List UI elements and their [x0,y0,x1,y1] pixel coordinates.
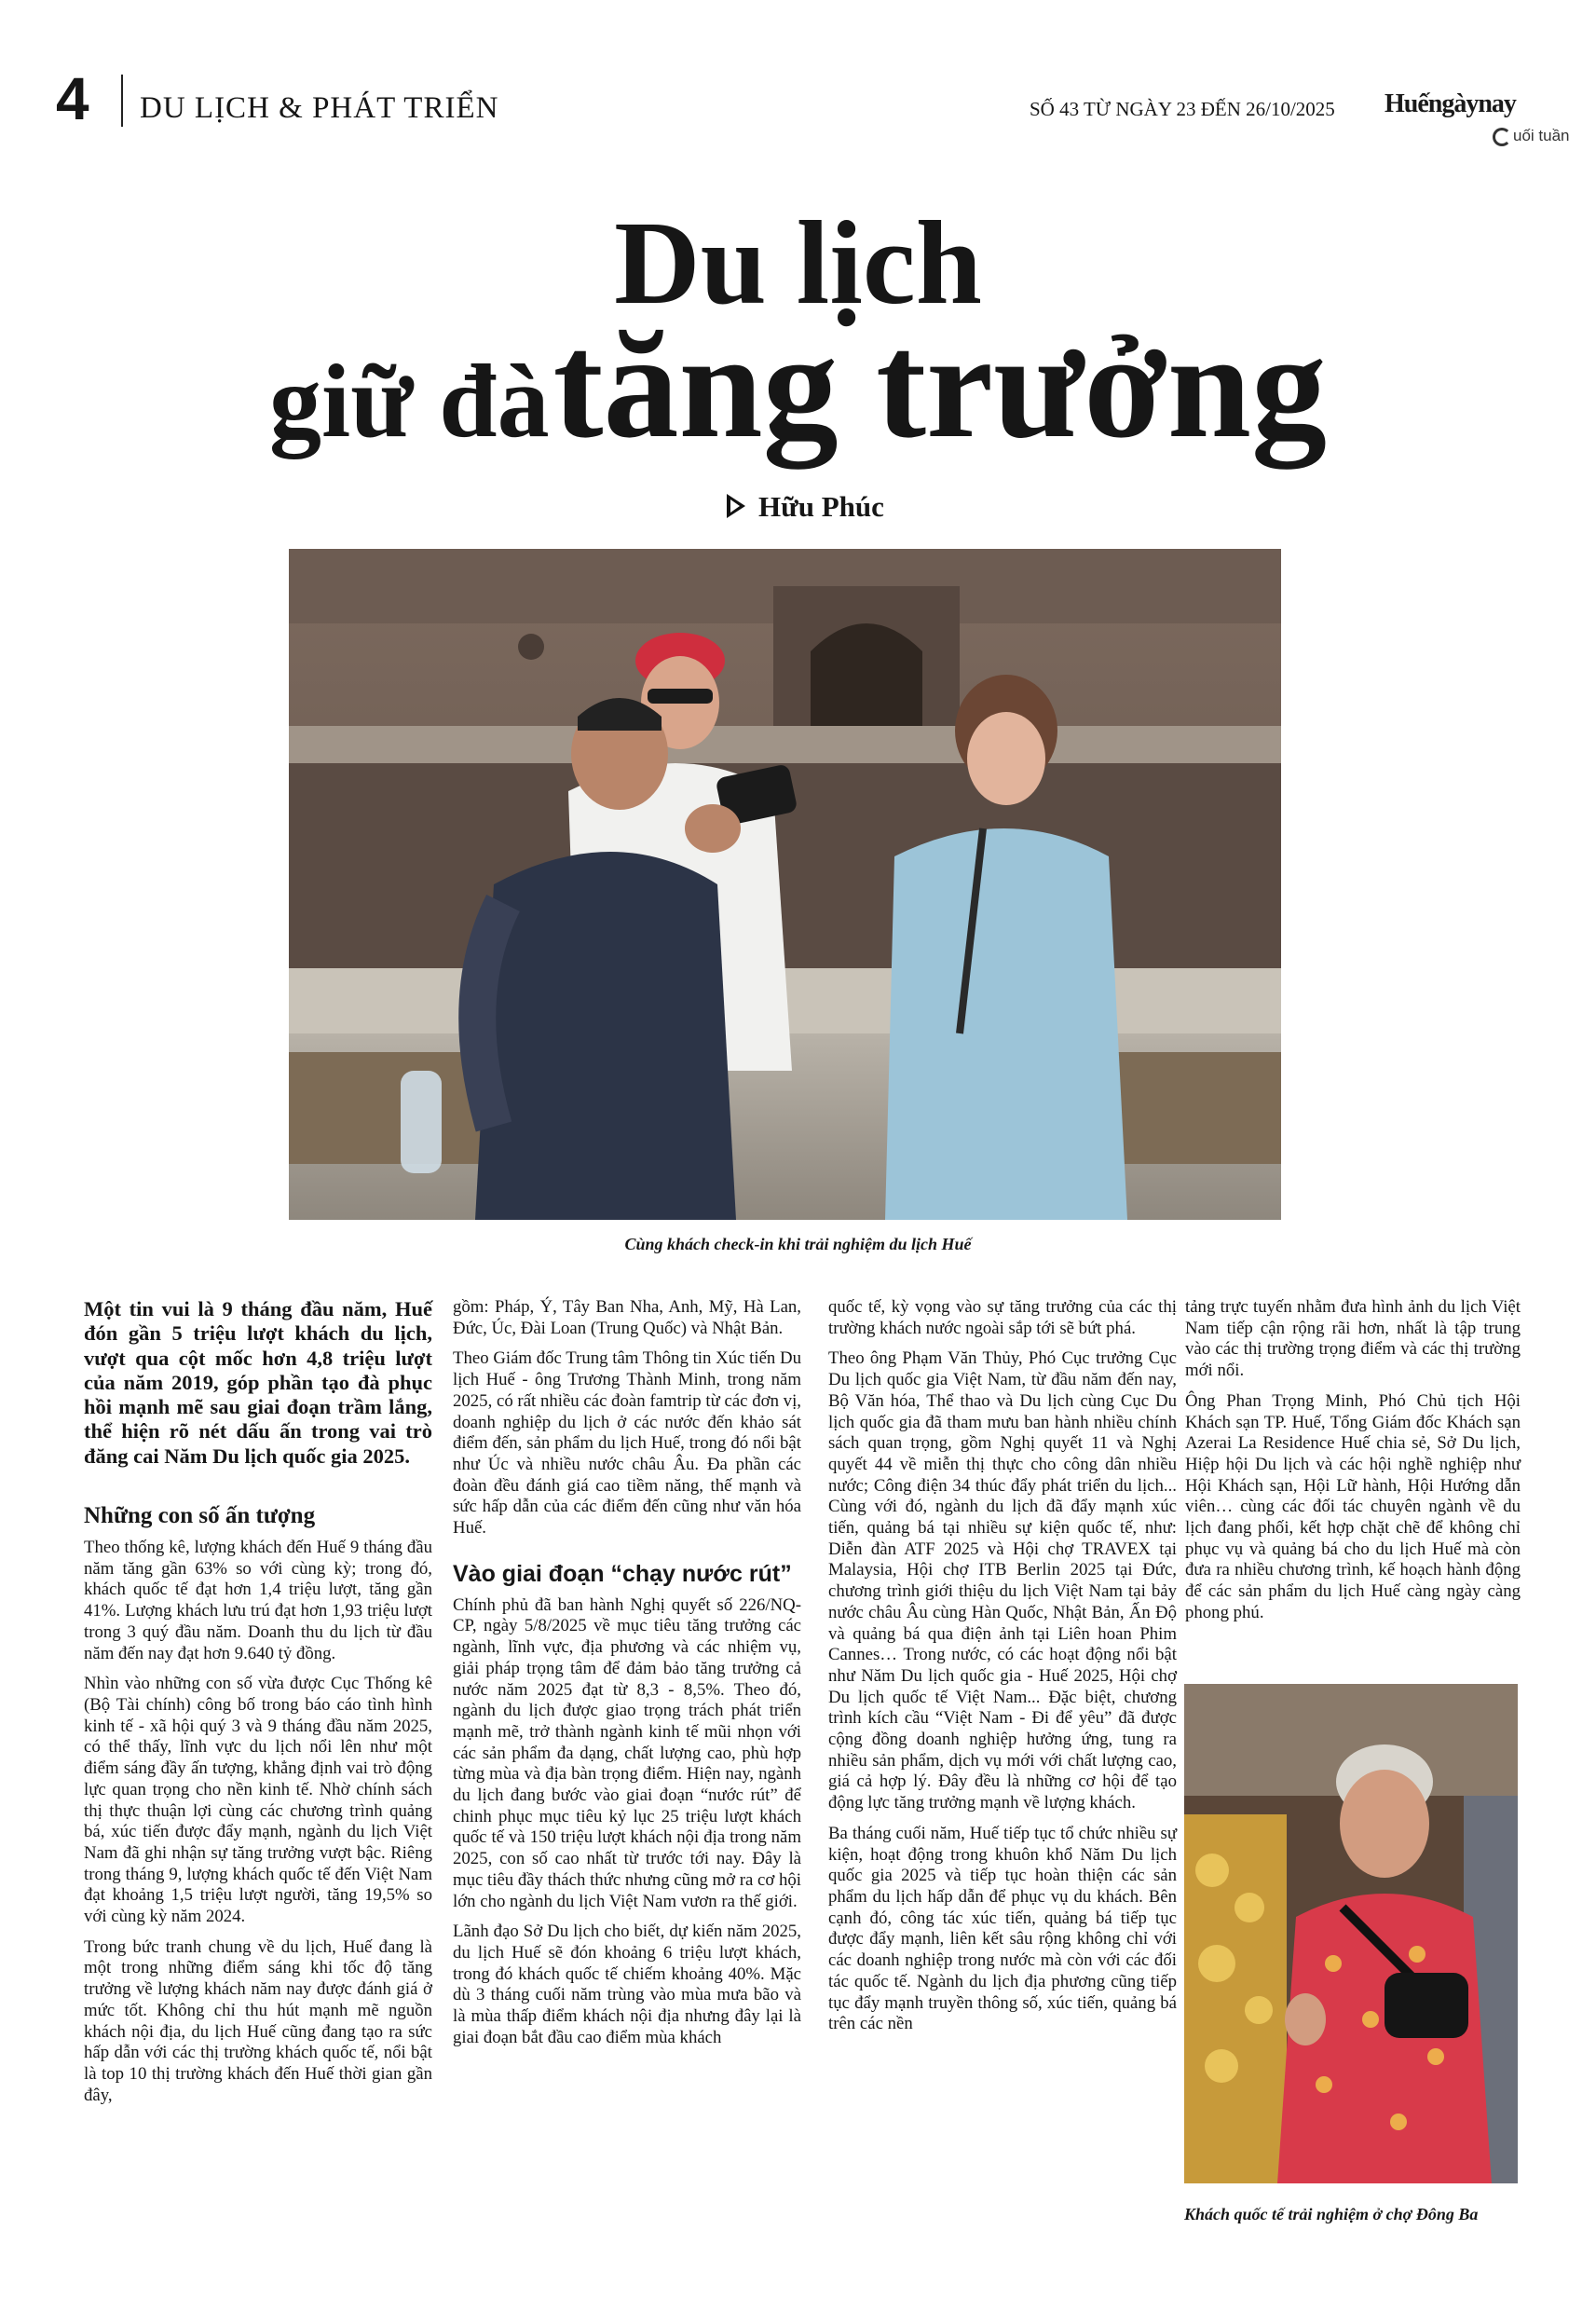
paragraph-11: tảng trực tuyến nhằm đưa hình ảnh du lịch Việt Nam tiếp cận rộng rãi hơn, nhất là tập trung vào các thị trường trọng điểm và các thị trường mới nổi. [1185,1297,1521,1381]
side-photo-illustration [1184,1684,1518,2183]
article-column-4 [1185,1297,1521,1634]
article-lead: Một tin vui là 9 tháng đầu năm, Huế đón gần 5 triệu lượt khách du lịch, vượt qua cột mốc hơn 4,8 triệu lượt của năm 2019, góp phần tạo đà phục hồi mạnh mẽ sau giai đoạn trầm lắng, thể hiện rõ nét dấu ấn trong vai trò đăng cai Năm Du lịch quốc gia 2025. [84,1297,432,1468]
main-photo-caption: Cùng khách check-in khi trải nghiệm du lịch Huế [624,1235,972,1253]
headline-line-2-big: tăng trưởng [552,303,1328,470]
circle-c-logo-icon [1493,128,1511,146]
headline-line-2 [0,303,1596,512]
author-name: Hữu Phúc [758,490,884,523]
page-number: 4 [56,65,89,132]
side-photo [1184,1684,1518,2183]
paragraph-5: Theo Giám đốc Trung tâm Thông tin Xúc tiến Du lịch Huế - ông Trương Thành Minh, trong năm 2025, có rất nhiều các đoàn famtrip từ các đơn vị, doanh nghiệp du lịch ở các nước đến khảo sát điểm đến, sản phẩm du lịch Huế, trong đó nổi bật như Úc và nhiều nước châu Âu. Đa phần các đoàn đều đánh giá cao tiềm năng, thế mạnh và sức hấp dẫn của các điểm đến cũng như văn hóa Huế. [453,1348,801,1539]
section-title: DU LỊCH & PHÁT TRIỂN [140,91,499,125]
side-photo-caption: Khách quốc tế trải nghiệm ở chợ Đông Ba [1184,2205,1479,2223]
article-column-1 [84,1297,432,2115]
subheading-1: Những con số ấn tượng [84,1503,316,1529]
paragraph-2: Nhìn vào những con số vừa được Cục Thống kê (Bộ Tài chính) công bố trong báo cáo tình hình kinh tế - xã hội quý 3 và 9 tháng đầu năm 2025, có thể thấy, lĩnh vực du lịch nổi lên như một điểm sáng đầy ấn tượng, khẳng định vai trò động lực quan trọng cho nền kinh tế. Nhờ chính sách thị thực thuận lợi cùng các chương trình quảng bá, xúc tiến được đẩy mạnh, ngành du lịch Việt Nam đã ghi nhận sự tăng trưởng vượt bậc. Riêng trong tháng 9, lượng khách quốc tế đến Việt Nam đạt khoảng 1,5 triệu lượt người, tăng 19,5% so với cùng kỳ năm 2024. [84,1674,432,1927]
brand-name: Huếngàynay [1385,89,1516,118]
paragraph-7: Lãnh đạo Sở Du lịch cho biết, dự kiến năm 2025, du lịch Huế sẽ đón khoảng 6 triệu lượt khách, trong đó khách quốc tế chiếm khoảng 40%. Mặc dù 3 tháng cuối năm trùng vào mùa mưa bão và là mùa thấp điểm khách nội địa nhưng đây lại là giai đoạn bắt đầu cao điểm mùa khách [453,1922,801,2047]
paragraph-1: Theo thống kê, lượng khách đến Huế 9 tháng đầu năm tăng gần 63% so với cùng kỳ; trong đó, khách quốc tế đạt hơn 1,4 triệu lượt, tăng gần 41%. Lượng khách lưu trú đạt hơn 1,93 triệu lượt trong 3 quý đầu năm. Doanh thu du lịch từ đầu năm đến nay đạt hơn 9.640 tỷ đồng. [84,1538,432,1663]
paragraph-4: gồm: Pháp, Ý, Tây Ban Nha, Anh, Mỹ, Hà Lan, Đức, Úc, Đài Loan (Trung Quốc) và Nhật Bản. [453,1297,801,1338]
issue-info: SỐ 43 TỪ NGÀY 23 ĐẾN 26/10/2025 [1030,98,1335,120]
newspaper-brand-logo [1385,89,1570,155]
headline-line-1: Du lịch [614,197,982,329]
headline-line-2-small: giữ đà [268,344,550,459]
paragraph-10: Ba tháng cuối năm, Huế tiếp tục tổ chức nhiều sự kiện, hoạt động trong khuôn khổ Năm Du lịch quốc gia 2025 và tiếp tục hoàn thiện các sản phẩm du lịch hấp dẫn để phục vụ du khách. Bên cạnh đó, công tác xúc tiến, quảng bá tiếp tục được đẩy mạnh, liên kết sâu rộng không chỉ với các doanh nghiệp trong nước mà còn với các đối tác quốc tế. Ngành du lịch địa phương cũng tiếp tục đẩy mạnh truyền thông số, xúc tiến, quảng bá trên các nền [828,1823,1177,2034]
brand-subtitle [1493,127,1570,146]
play-outline-icon [727,494,745,518]
paragraph-6: Chính phủ đã ban hành Nghị quyết số 226/NQ-CP, ngày 5/8/2025 về mục tiêu tăng trưởng các ngành, lĩnh vực, địa phương và các nhiệm vụ, giải pháp trọng tâm để đảm bảo tăng trưởng cả nước năm 2025 đạt từ 8,3 - 8,5%. Theo đó, ngành du lịch được giao trọng trách phát triển mạnh mẽ, trở thành ngành kinh tế mũi nhọn với các sản phẩm đa dạng, chất lượng cao, phù hợp từng mùa và địa bàn trọng điểm. Hiện nay, ngành du lịch đang bước vào giai đoạn “nước rút” để chinh phục mục tiêu kỷ lục 25 triệu lượt khách quốc tế và 150 triệu lượt khách nội địa trong năm 2025, con số cao nhất từ trước tới nay. Đây là mục tiêu đầy thách thức nhưng cũng mở ra cơ hội lớn cho ngành du lịch Việt Nam vươn ra thế giới. [453,1594,802,1911]
paragraph-12: Ông Phan Trọng Minh, Phó Chủ tịch Hội Khách sạn TP. Huế, Tổng Giám đốc Khách sạn Azerai La Residence Huế chia sẻ, Sở Du lịch, Hiệp hội Du lịch và các hội nghề nghiệp như Hội Khách sạn, Hội Lữ hành, Hội Hướng dẫn viên… cùng các đối tác chuyên ngành về du lịch đang phối, kết hợp chặt chẽ để không chỉ phục vụ và quảng bá cho du lịch Huế mà còn đưa ra nhiều chương trình, kế hoạch hành động để các sản phẩm du lịch Huế càng ngày càng phong phú. [1185,1390,1521,1622]
subheading-2: Vào giai đoạn “chạy nước rút” [453,1560,792,1587]
page-header [56,65,1570,144]
brand-subtitle-text: uối tuần [1513,127,1570,144]
paragraph-9: Theo ông Phạm Văn Thủy, Phó Cục trưởng Cục Du lịch quốc gia Việt Nam, từ đầu năm đến nay, Bộ Văn hóa, Thể thao và Du lịch cùng Cục Du lịch quốc gia đã tham mưu ban hành nhiều chính sách quan trọng, gồm Nghị quyết 11 và Nghị quyết 44 về miễn thị thực cho công dân nhiều nước; Công điện 34 thúc đẩy phát triển du lịch... Cùng với đó, ngành du lịch đã đẩy mạnh xúc tiến, quảng bá tại nhiều sự kiện quốc tế, như: Diễn đàn ATF 2025 và Hội chợ TRAVEX tại Malaysia, Hội chợ ITB Berlin 2025 tại Đức, chương trình giới thiệu du lịch Việt Nam tại bảy nước châu Âu cùng Hàn Quốc, Nhật Bản, Ấn Độ và quảng bá qua điện ảnh tại Liên hoan Phim Cannes… Trong nước, có các hoạt động nổi bật như Năm Du lịch quốc gia - Huế 2025, Hội chợ Du lịch quốc tế Việt Nam... Đặc biệt, chương trình kích cầu “Việt Nam - Đi để yêu” đã được cộng đồng doanh nghiệp hưởng ứng, tung ra nhiều sản phẩm, dịch vụ mới với chất lượng cao, giá cả hợp lý. Đây đều là những cơ hội để tạo động lực tăng trưởng mạnh về lượng khách. [828,1348,1177,1813]
main-photo-illustration [289,549,1281,1220]
paragraph-3: Trong bức tranh chung về du lịch, Huế đang là một trong những điểm sáng khi tốc độ tăng trưởng về lượng khách năm nay được đánh giá ở mức tốt. Không chỉ thu hút mạnh mẽ nguồn khách nội địa, du lịch Huế cũng đang tạo ra sức hấp dẫn với các thị trường khách quốc tế, nổi bật là top 10 thị trường khách đến Huế thời gian gần đây, [84,1936,432,2105]
article-column-3 [828,1297,1177,2045]
article-column-2 [453,1297,801,2059]
byline [727,490,884,527]
main-photo [289,549,1281,1220]
paragraph-8: quốc tế, kỳ vọng vào sự tăng trưởng của các thị trường khách nước ngoài sắp tới sẽ bứt phá. [828,1297,1177,1338]
header-divider [121,75,123,127]
